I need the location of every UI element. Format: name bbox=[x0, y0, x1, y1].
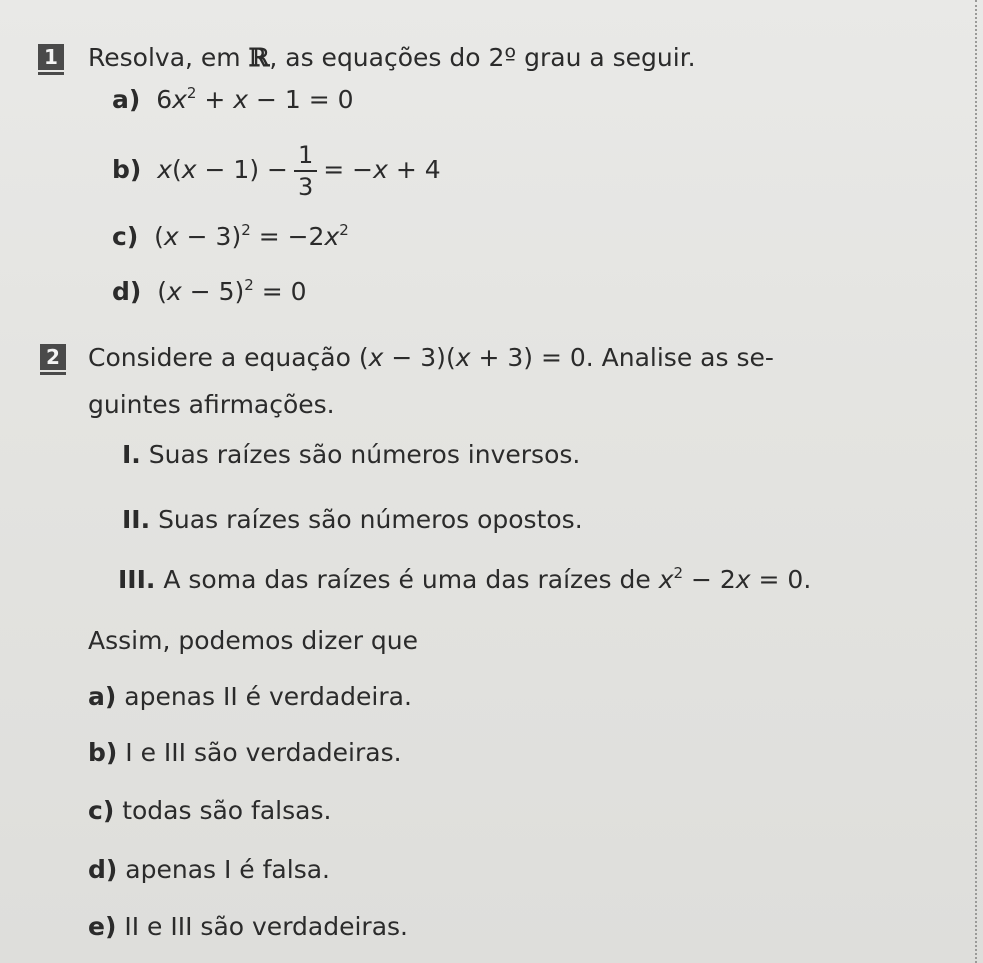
option-b bbox=[88, 738, 402, 768]
equation-b-label: b) bbox=[112, 155, 142, 184]
option-d-text: apenas I é falsa. bbox=[125, 855, 330, 884]
equation-b bbox=[112, 140, 441, 202]
fraction-numerator: 1 bbox=[294, 140, 317, 172]
statement-1-numeral: I. bbox=[122, 440, 141, 469]
option-d-label: d) bbox=[88, 855, 118, 884]
statement-2 bbox=[122, 505, 583, 535]
statement-1 bbox=[122, 440, 580, 470]
statement-2-numeral: II. bbox=[122, 505, 151, 534]
option-b-label: b) bbox=[88, 738, 118, 767]
equation-a-expression: $6x^2 + x - 1 = 0$ bbox=[148, 84, 354, 114]
statement-2-text: Suas raízes são números opostos. bbox=[158, 505, 583, 534]
equation-d-expression: $(x - 5)^2 = 0$ bbox=[149, 276, 307, 306]
page-edge bbox=[975, 0, 983, 963]
question-1-prompt bbox=[88, 43, 696, 73]
real-numbers-symbol: ℝ bbox=[248, 43, 270, 72]
question-1-prompt-start: Resolva, em bbox=[88, 43, 249, 72]
question-2-equation: (x − 3)(x + 3) = 0 bbox=[358, 343, 586, 372]
option-a-text: apenas II é verdadeira. bbox=[124, 682, 412, 711]
equation-c-label: c) bbox=[112, 222, 139, 251]
option-a bbox=[88, 682, 412, 712]
question-1-badge: 1 bbox=[38, 44, 64, 70]
equation-c-expression: $(x - 3)^2 = -2x^2$ bbox=[146, 221, 349, 251]
statement-3 bbox=[118, 565, 811, 595]
option-e-text: II e III são verdadeiras. bbox=[124, 912, 408, 941]
equation-c bbox=[112, 222, 349, 252]
option-d bbox=[88, 855, 330, 885]
statement-3-numeral: III. bbox=[118, 565, 156, 594]
equation-d-label: d) bbox=[112, 277, 142, 306]
option-c-label: c) bbox=[88, 796, 115, 825]
question-2-badge: 2 bbox=[40, 344, 66, 370]
question-2-prompt-end: . Analise as se- bbox=[585, 343, 774, 372]
question-1-prompt-end: , as equações do 2º grau a seguir. bbox=[269, 43, 696, 72]
option-e bbox=[88, 912, 408, 942]
option-e-label: e) bbox=[88, 912, 117, 941]
option-c-text: todas são falsas. bbox=[122, 796, 332, 825]
equation-a-label: a) bbox=[112, 85, 141, 114]
question-2-prompt-start: Considere a equação bbox=[88, 343, 359, 372]
question-2-prompt bbox=[88, 343, 774, 373]
statement-3-text: A soma das raízes é uma das raízes de bbox=[163, 565, 659, 594]
fraction-denominator: 3 bbox=[298, 173, 314, 201]
equation-d bbox=[112, 277, 307, 307]
equation-a bbox=[112, 85, 354, 115]
option-b-text: I e III são verdadeiras. bbox=[125, 738, 402, 767]
equation-b-expression: x(x − 1) − $\frac{1}{3}$ = −x + 4 bbox=[157, 141, 441, 201]
answer-lead: Assim, podemos dizer que bbox=[88, 626, 419, 655]
question-2-prompt-continued: guintes afirmações. bbox=[88, 390, 335, 419]
option-a-label: a) bbox=[88, 682, 117, 711]
statement-1-text: Suas raízes são números inversos. bbox=[148, 440, 581, 469]
option-c bbox=[88, 796, 331, 826]
statement-3-equation: $x^2 - 2x = 0$. bbox=[658, 564, 812, 594]
fraction-one-third bbox=[294, 140, 317, 202]
